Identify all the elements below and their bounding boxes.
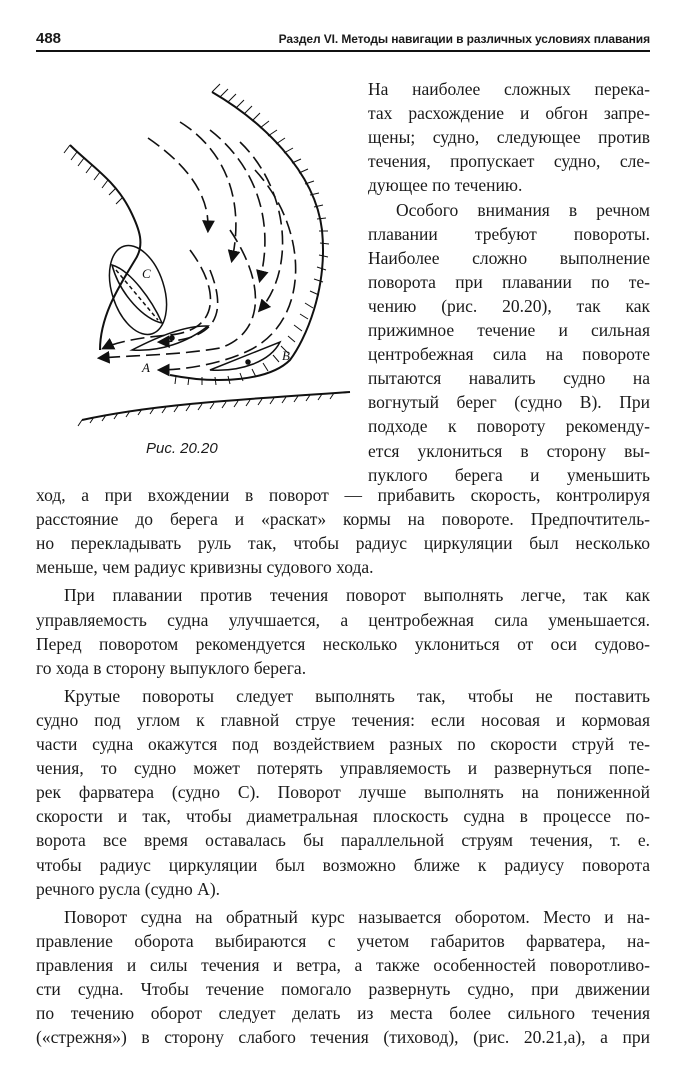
concave-bank-hatching	[175, 84, 329, 385]
text-line: Поворот судна на обратный курс называется оборотом. Место и на-	[64, 906, 650, 927]
text-line: Особого внимания в речном	[396, 199, 650, 220]
text-line: го хода в сторону выпуклого берега.	[36, 657, 307, 678]
text-line: плавании требуют повороты.	[368, 223, 650, 244]
text-line: правления и силы течения и ветра, а также особенностей поворотливо-	[36, 954, 650, 975]
vessel-a	[132, 326, 208, 375]
text-line: части судна окажутся под воздействием разных по скорости струй те-	[36, 734, 650, 754]
text-line: правление оборота выбираются с учетом габаритов фарватера, на-	[36, 930, 650, 951]
vessel-b	[210, 342, 290, 370]
text-line: чтобы радиус циркуляции был возможно ближе к радиусу поворота	[36, 854, 650, 875]
text-line: («стрежня») в сторону слабого течения (тиховод), (рис. 20.21,а), а при	[36, 1027, 650, 1048]
text-line: пытаются навалить судно на	[368, 368, 650, 389]
text-line: Перед поворотом рекомендуется несколько уклониться от оси судово-	[36, 633, 650, 654]
page-number: 488	[36, 30, 62, 47]
text-line: центробежная сила на повороте	[368, 344, 650, 365]
text-line: Крутые повороты следует выполнять так, чтобы не поставить	[64, 685, 650, 706]
text-line: тах расхождение и обгон запре-	[368, 103, 650, 124]
river-bend-diagram	[60, 80, 360, 460]
text-line: прижимное течение и сильная	[368, 320, 650, 340]
text-line: На наиболее сложных перека-	[368, 79, 650, 99]
text-line: пуклого берега и уменьшить	[368, 464, 650, 485]
text-line: чения, то судно может потерять управляемость и развернуться попе-	[36, 758, 650, 779]
text-line: рек фарватера (судно С). Поворот лучше выполнять на пониженной	[36, 782, 650, 803]
text-line: сти судна. Чтобы течение помогало развернуть судно, при движении	[36, 979, 650, 999]
text-line: управляемость судна улучшается, а центробежная сила уменьшается.	[36, 609, 650, 630]
running-header	[36, 28, 650, 52]
vessel-c-label: C	[142, 266, 151, 281]
text-line: меньше, чем радиус кривизны судового хода.	[36, 557, 374, 578]
text-line: скорости и так, чтобы диаметральная плоскость судна в процессе по-	[36, 806, 650, 827]
vessel-b-label: B	[282, 348, 290, 363]
text-line: ворота все время оставалась бы параллельной струям течения, т. е.	[36, 830, 650, 851]
text-line: поворота при плавании по те-	[368, 271, 650, 292]
text-line: течения, пропускает судно, сле-	[368, 151, 650, 172]
text-line: судно под углом к главной струе течения: если носовая и кормовая	[36, 709, 650, 730]
text-line: но перекладывать руль так, чтобы радиус циркуляции был несколько	[36, 533, 650, 554]
text-line: подходе к повороту рекоменду-	[368, 416, 650, 437]
text-line: чению (рис. 20.20), так как	[368, 295, 650, 316]
convex-bank-hatching	[64, 145, 123, 204]
text-line: вогнутый берег (судно В). При	[368, 392, 650, 413]
text-line: ход, а при вхождении в поворот — прибавить скорость, контролируя	[36, 485, 650, 505]
text-line: по течению оборот следует делать из места более сильного течения	[36, 1003, 650, 1024]
text-line: щены; судно, следующее против	[368, 127, 650, 148]
text-line: речного русла (судно А).	[36, 878, 221, 899]
figure-caption: Рис. 20.20	[146, 440, 218, 457]
text-line: При плавании против течения поворот выполнять легче, так как	[64, 585, 650, 606]
vessel-a-label: A	[142, 360, 150, 375]
text-line: Наиболее сложно выполнение	[368, 247, 650, 268]
convex-bank	[70, 145, 140, 350]
section-title: Раздел VI. Методы навигации в различных условиях плавания	[278, 32, 650, 46]
text-line: ется уклониться в сторону вы-	[368, 440, 650, 461]
text-line: дующее по течению.	[368, 175, 523, 196]
bottom-bank	[78, 392, 350, 426]
text-line: расстояние до берега и «раскат» кормы на повороте. Предпочтитель-	[36, 509, 650, 530]
